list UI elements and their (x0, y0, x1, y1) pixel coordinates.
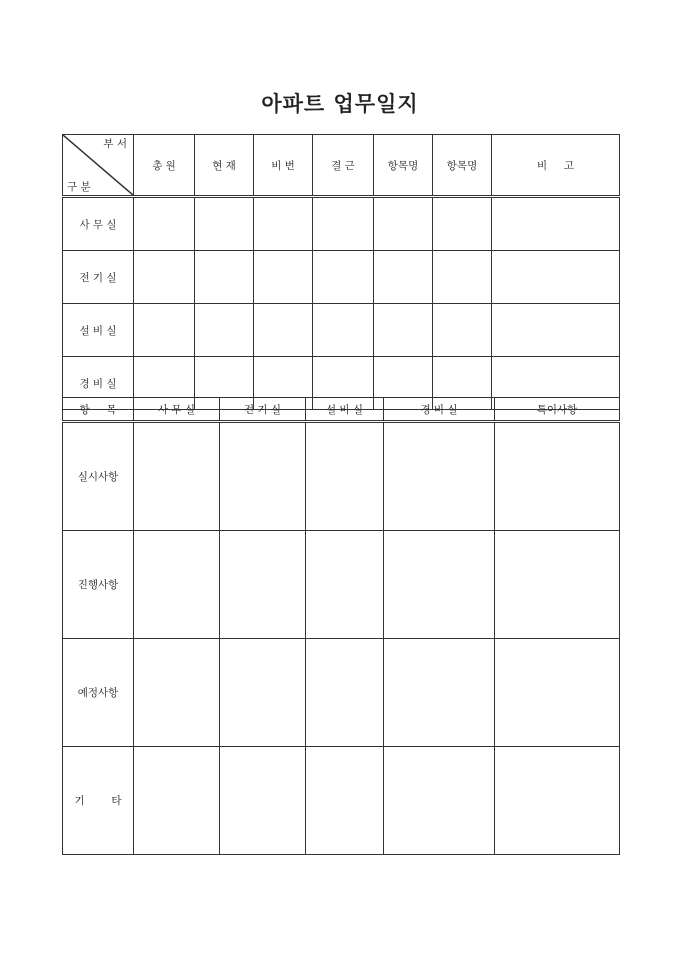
row-label: 진행사항 (63, 531, 134, 639)
table-cell[interactable] (313, 251, 374, 304)
header-remarks: 비 고 (492, 135, 620, 197)
row-label: 사 무 실 (63, 197, 134, 251)
table-cell[interactable] (433, 304, 492, 357)
header-total: 총 원 (134, 135, 195, 197)
table-cell[interactable] (306, 531, 384, 639)
table-cell[interactable] (492, 304, 620, 357)
table-cell[interactable] (495, 747, 620, 855)
staff-table-header (63, 135, 620, 197)
header-item: 항 목 (63, 398, 134, 422)
table-cell[interactable] (254, 251, 313, 304)
table-cell[interactable] (195, 304, 254, 357)
table-cell[interactable] (134, 531, 220, 639)
header-special-notes: 특이사항 (495, 398, 620, 422)
table-cell[interactable] (134, 747, 220, 855)
table-cell[interactable] (195, 197, 254, 251)
header-item-name-2: 항목명 (433, 135, 492, 197)
table-cell[interactable] (495, 639, 620, 747)
diagonal-corner-cell (63, 135, 134, 197)
task-table (62, 397, 620, 855)
table-cell[interactable] (384, 422, 495, 531)
header-office: 사 무 실 (134, 398, 220, 422)
table-cell[interactable] (433, 197, 492, 251)
task-table-header (63, 398, 620, 422)
staff-table (62, 134, 620, 410)
header-present: 현 재 (195, 135, 254, 197)
row-label: 설 비 실 (63, 304, 134, 357)
table-cell[interactable] (134, 251, 195, 304)
corner-label-dept: 부 서 (103, 138, 127, 150)
row-label: 전 기 실 (63, 251, 134, 304)
table-cell[interactable] (220, 531, 306, 639)
table-cell[interactable] (195, 251, 254, 304)
table-cell[interactable] (384, 747, 495, 855)
row-label: 기 타 (63, 747, 134, 855)
table-cell[interactable] (220, 422, 306, 531)
table-cell[interactable] (313, 197, 374, 251)
table-row (63, 422, 620, 531)
table-cell[interactable] (492, 251, 620, 304)
table-row (63, 639, 620, 747)
table-cell[interactable] (495, 531, 620, 639)
row-label: 실시사항 (63, 422, 134, 531)
table-row (63, 747, 620, 855)
header-item-name-1: 항목명 (374, 135, 433, 197)
header-facilities: 설 비 실 (306, 398, 384, 422)
table-cell[interactable] (220, 747, 306, 855)
table-cell[interactable] (374, 197, 433, 251)
table-cell[interactable] (492, 197, 620, 251)
table-cell[interactable] (254, 197, 313, 251)
header-security: 경 비 실 (384, 398, 495, 422)
table-cell[interactable] (374, 251, 433, 304)
table-cell[interactable] (220, 639, 306, 747)
row-label: 경 비 실 (63, 357, 134, 410)
table-cell[interactable] (134, 197, 195, 251)
table-cell[interactable] (306, 639, 384, 747)
table-row (63, 531, 620, 639)
table-row (63, 304, 620, 357)
table-cell[interactable] (433, 251, 492, 304)
table-cell[interactable] (384, 639, 495, 747)
table-cell[interactable] (134, 422, 220, 531)
table-cell[interactable] (306, 422, 384, 531)
table-cell[interactable] (254, 304, 313, 357)
header-electrical: 전 기 실 (220, 398, 306, 422)
table-row (63, 197, 620, 251)
table-cell[interactable] (306, 747, 384, 855)
header-off-duty: 비 번 (254, 135, 313, 197)
page-title: 아파트 업무일지 (261, 92, 419, 116)
table-cell[interactable] (384, 531, 495, 639)
table-cell[interactable] (313, 304, 374, 357)
row-label: 예정사항 (63, 639, 134, 747)
table-cell[interactable] (374, 304, 433, 357)
corner-label-category: 구 분 (67, 181, 91, 193)
header-absent: 결 근 (313, 135, 374, 197)
table-row (63, 251, 620, 304)
table-cell[interactable] (134, 304, 195, 357)
table-cell[interactable] (134, 639, 220, 747)
table-cell[interactable] (495, 422, 620, 531)
